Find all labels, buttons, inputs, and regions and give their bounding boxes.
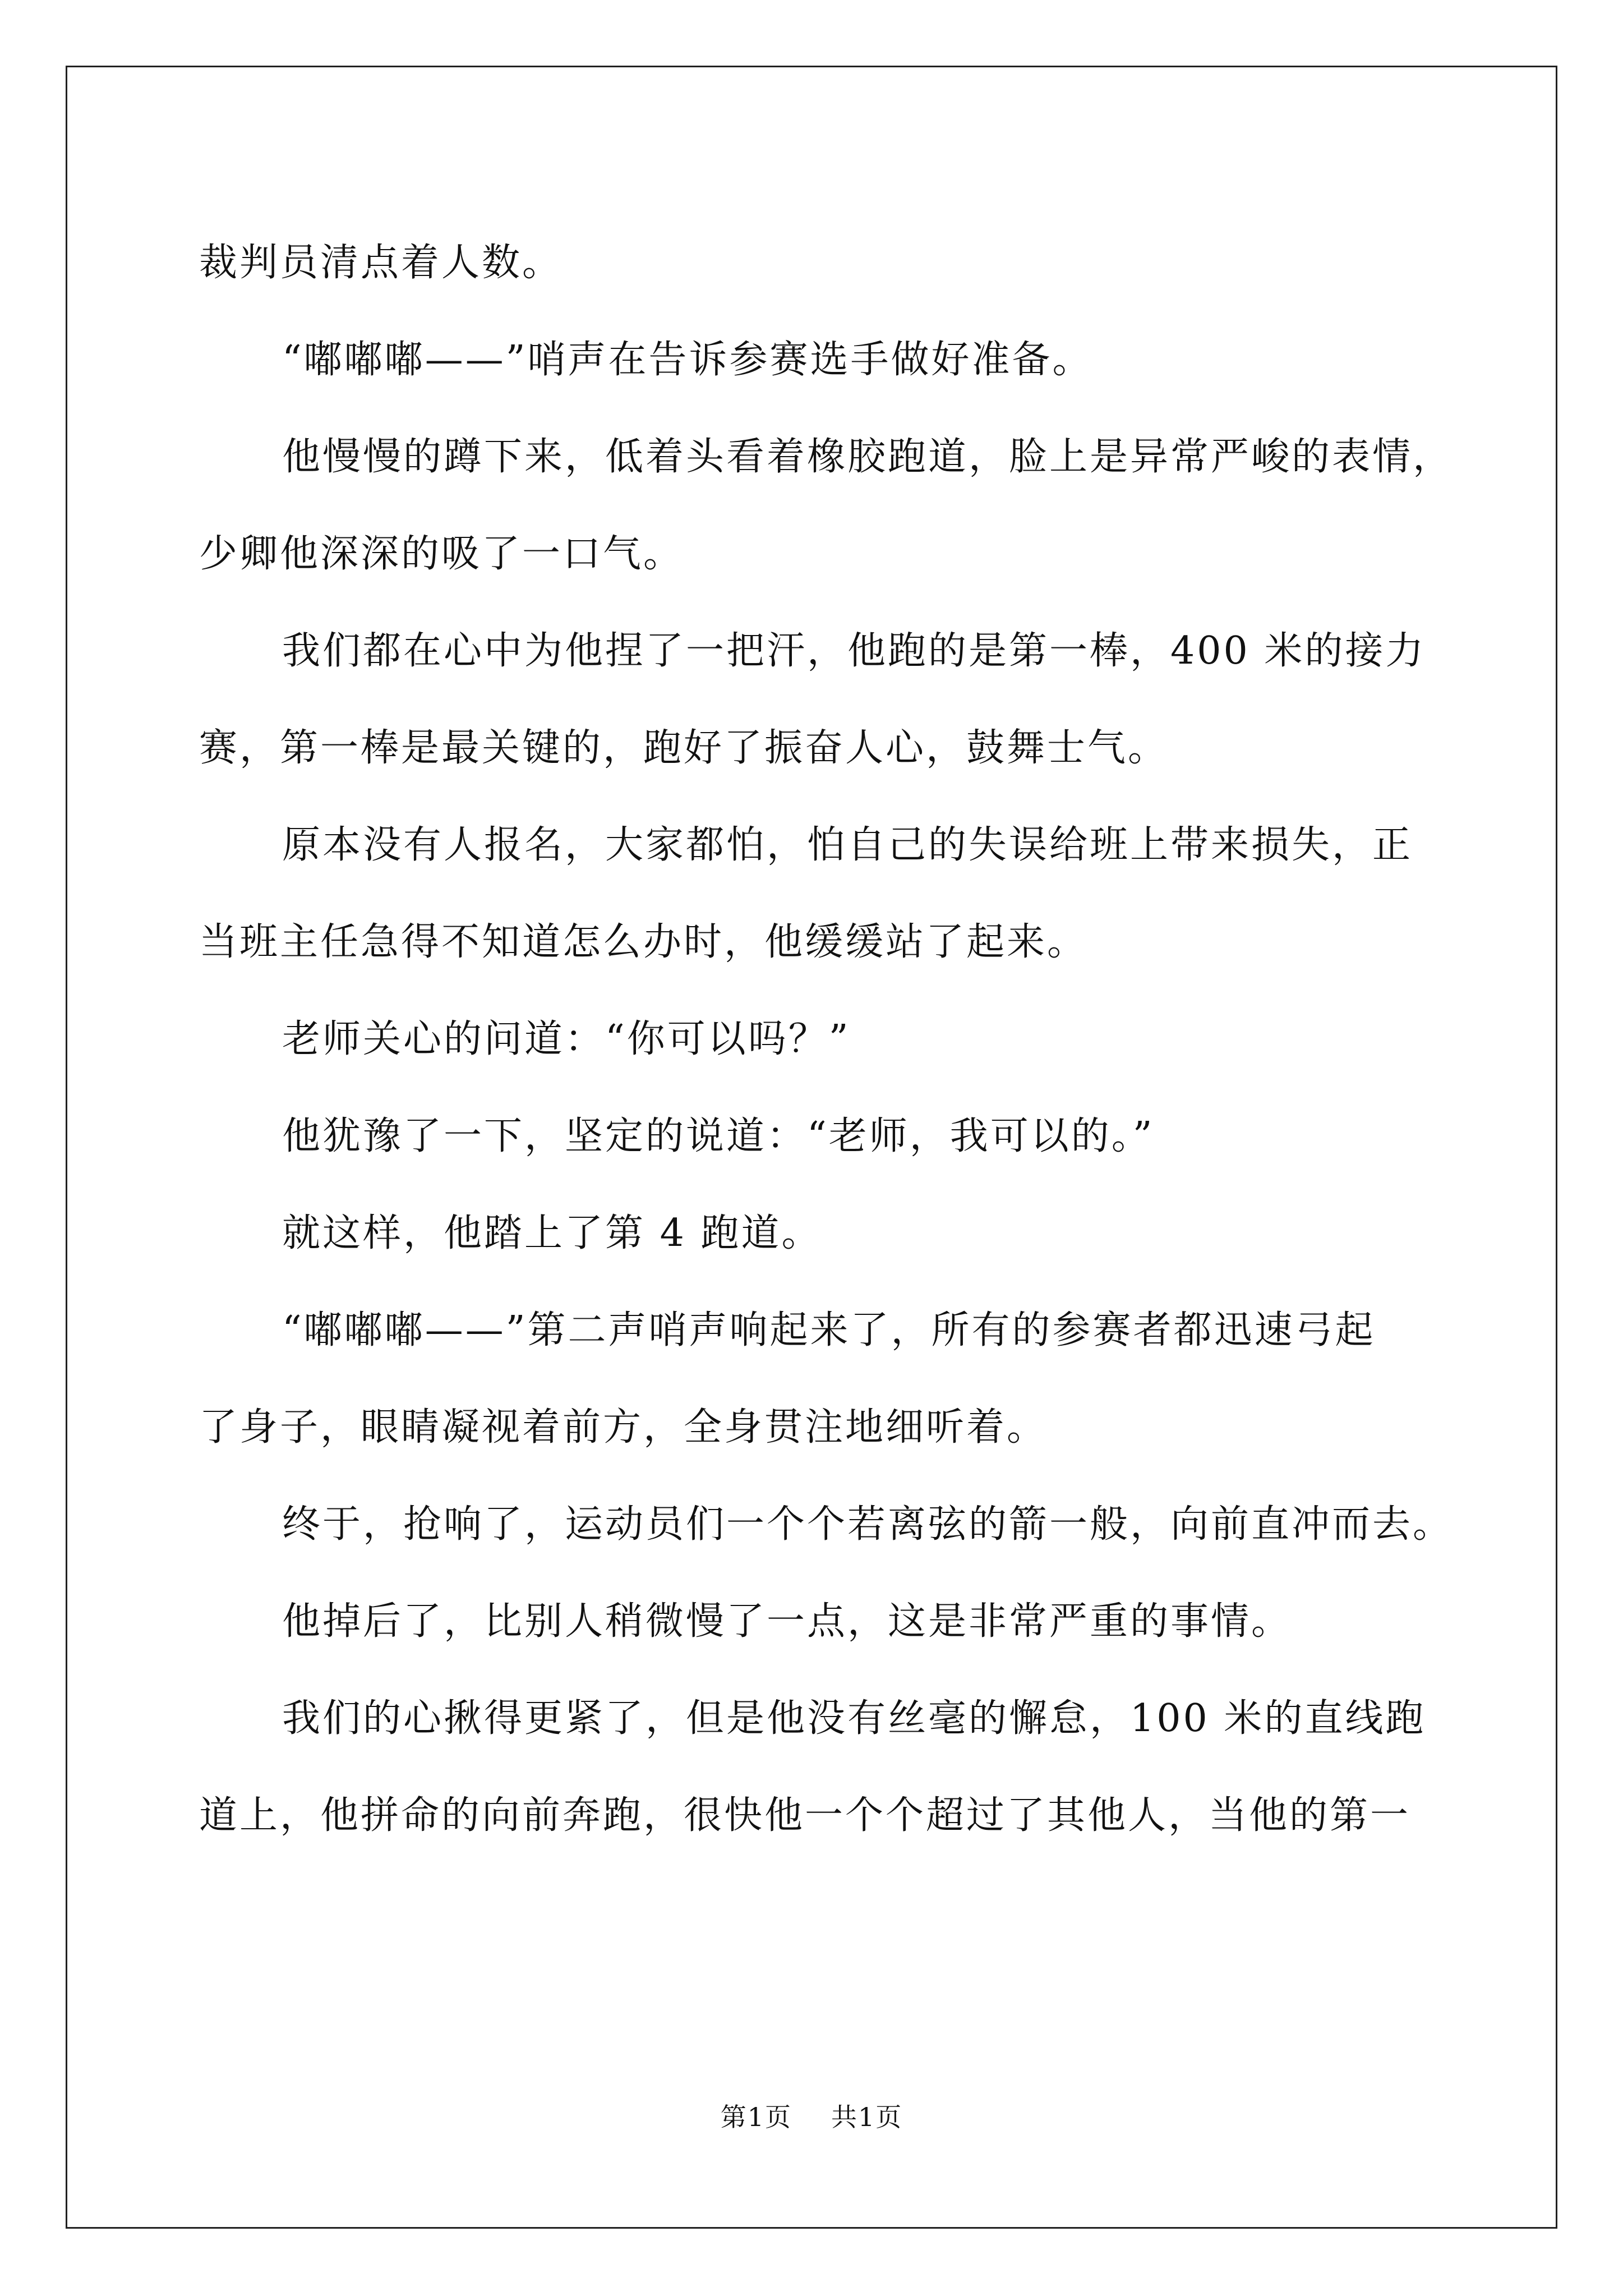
text-line: 就这样，他踏上了第 4 跑道。	[282, 1211, 822, 1255]
text-line: 我们的心揪得更紧了，但是他没有丝毫的懈怠，100 米的直线跑	[282, 1696, 1426, 1741]
text-line: 道上，他拼命的向前奔跑，很快他一个个超过了其他人，当他的第一	[199, 1793, 1411, 1838]
page-number-total: 共1页	[831, 2102, 903, 2132]
text-line: 了身子，眼睛凝视着前方，全身贯注地细听着。	[199, 1405, 1048, 1450]
text-line: 裁判员清点着人数。	[199, 241, 563, 285]
text-line: “嘟嘟嘟——”哨声在告诉参赛选手做好准备。	[282, 338, 1093, 382]
text-line: 原本没有人报名，大家都怕，怕自己的失误给班上带来损失，正	[282, 823, 1413, 867]
text-line: 老师关心的问道：“你可以吗？”	[282, 1017, 851, 1061]
text-line: 他慢慢的蹲下来，低着头看着橡胶跑道，脸上是异常严峻的表情，	[282, 435, 1454, 479]
document-body	[199, 214, 1454, 1864]
text-line: 少卿他深深的吸了一口气。	[199, 532, 684, 576]
text-line: 他犹豫了一下，坚定的说道：“老师，我可以的。”	[282, 1114, 1155, 1158]
text-line: 当班主任急得不知道怎么办时，他缓缓站了起来。	[199, 920, 1088, 964]
page-footer	[0, 2100, 1623, 2134]
text-line: 终于，抢响了，运动员们一个个若离弦的箭一般，向前直冲而去。	[282, 1502, 1454, 1547]
text-line: “嘟嘟嘟——”第二声哨声响起来了，所有的参赛者都迅速弓起	[282, 1308, 1376, 1352]
text-line: 他掉后了，比别人稍微慢了一点，这是非常严重的事情。	[282, 1599, 1292, 1644]
text-line: 我们都在心中为他捏了一把汗，他跑的是第一棒，400 米的接力	[282, 629, 1426, 673]
page-number-current: 第1页	[720, 2102, 792, 2132]
text-line: 赛，第一棒是最关键的，跑好了振奋人心，鼓舞士气。	[199, 726, 1169, 770]
